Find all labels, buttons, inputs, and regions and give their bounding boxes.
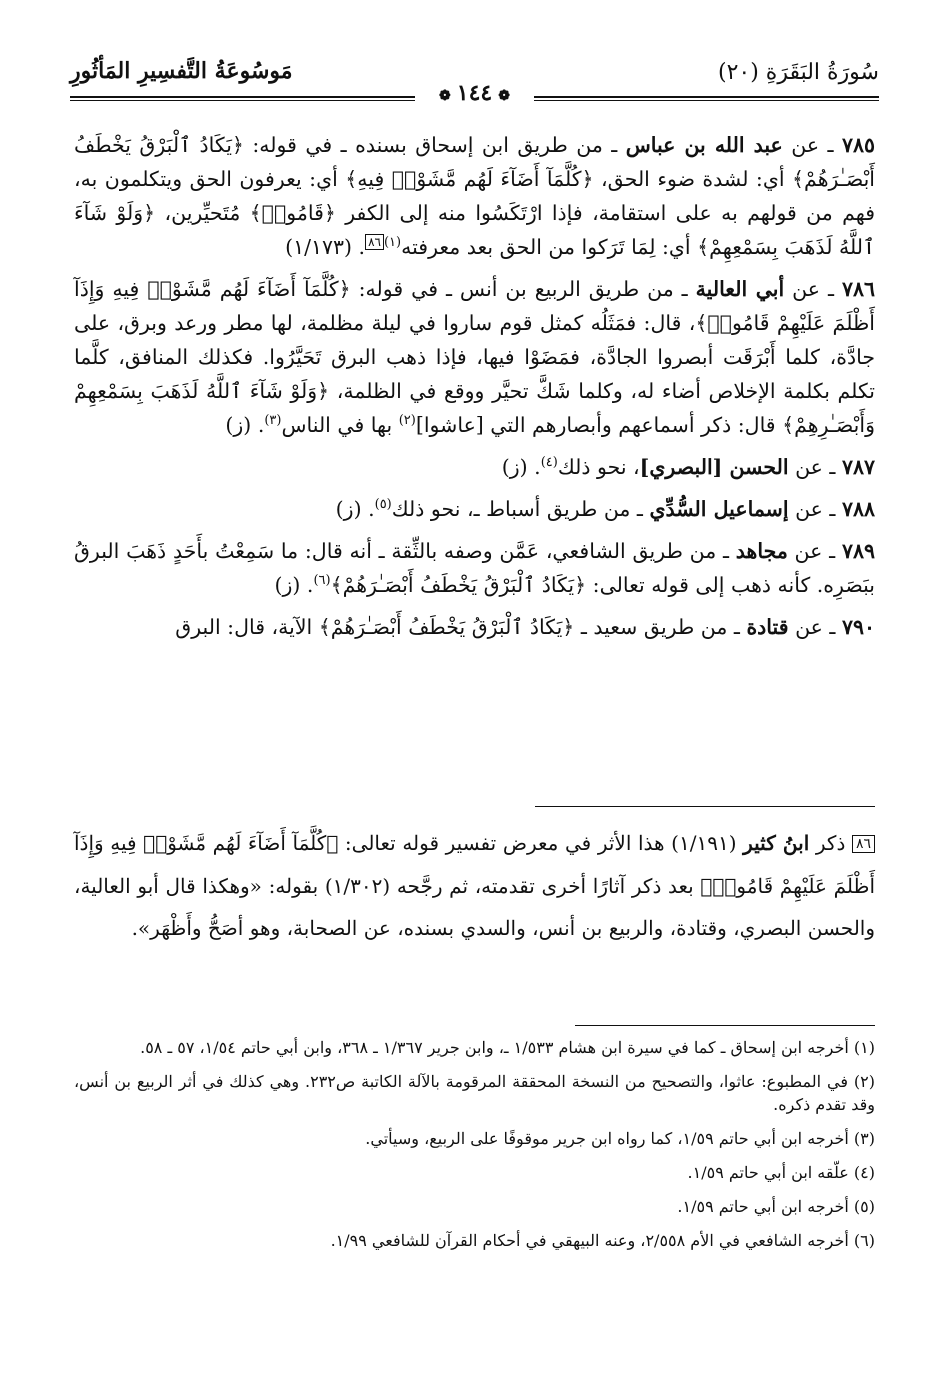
entry-text: ـ من طريق الشافعي، عَمَّن وصفه بالثِّقة ـ أنه قال: ما سَمِعْتُ بأَحَدٍ ذَهَبَ البرقُ ببَصَرِه. كأنه ذهب إلى قوله تعالى: ﴿يَكَادُ ٱلْبَرْقُ يَخْطَفُ أَبْصَـٰرَهُمْ﴾ xyxy=(74,539,875,597)
footnote: (٢) في المطبوع: عاثوا، والتصحيح من النسخة المحققة المرقومة بالآلة الكاتبة ص٢٣٢. وهي كذلك في أثر الربيع بن أنس، وقد تقدم ذكره. xyxy=(74,1072,876,1114)
entry-text-2: بها في الناس xyxy=(281,413,399,437)
entry-connector: ـ عن xyxy=(788,615,842,639)
entry-connector: ـ عن xyxy=(782,133,842,157)
note-ref[interactable]: ٨٦ xyxy=(365,234,384,250)
entry-text: ـ من طريق ابن إسحاق بسنده ـ في قوله: ﴿يَكَادُ ٱلْبَرْقُ يَخْطَفُ أَبْصَـٰرَهُمْ﴾ أي: لشدة ضوء الحق، ﴿كُلَّمَآ أَضَآءَ لَهُم مَّشَوْا۟ فِيهِ﴾ أي: يعرفون الحق ويتكلمون به، فهم من قولهم به على استقامة، فإذا ارْتَكَسُوا منه إلى الكفر ﴿قَامُوا۟﴾ مُتَحيِّرين، ﴿وَلَوْ شَآءَ ٱللَّهُ لَذَهَبَ بِسَمْعِهِمْ﴾ أي: لِمَا تَرَكوا من الحق بعد معرفته xyxy=(74,133,875,259)
footnote-ref[interactable]: (٢) xyxy=(398,413,416,429)
main-text xyxy=(74,128,875,652)
narrator-name: مجاهد xyxy=(735,539,788,563)
narrator-name: أبي العالية xyxy=(695,277,785,301)
entry-connector: ـ عن xyxy=(787,539,842,563)
narrator-name: الحسن [البصري] xyxy=(639,455,789,479)
footnote-ref[interactable]: (١) xyxy=(383,235,402,251)
entry-text: ـ من طريق الربيع بن أنس ـ في قوله: ﴿كُلَّمَآ أَضَآءَ لَهُم مَّشَوْا۟ فِيهِ وَإِذَآ أَظْلَمَ عَلَيْهِمْ قَامُوا۟﴾، قال: فمَثَلُه كمثل قوم ساروا في ليلة مظلمة، لها مطر ورعد وبرق، على جادَّة، كلما أَبْرَقَت أبصروا الجادَّة، فمَضَوْا فيها، فإذا ذهب البرق تَحَيَّرُوا. فكذلك المنافق، كلَّما تكلم بكلمة الإخلاص أضاء له، وكلما شَكَّ تحيَّر ووقع في الظلمة، ﴿وَلَوْ شَآءَ ٱللَّهُ لَذَهَبَ بِسَمْعِهِمْ وَأَبْصَـٰرِهِمْ﴾ قال: ذكر أسماعهم وأبصارهم التي [عاشوا] xyxy=(74,277,875,437)
page-number-block xyxy=(0,80,949,106)
entry-tail: . (١/١٧٣) xyxy=(285,235,366,259)
entry-787 xyxy=(74,450,875,484)
editorial-note xyxy=(74,822,875,949)
note-pre: ذكر xyxy=(809,831,852,855)
entry-tail: . (ز) xyxy=(225,413,265,437)
entry-connector: ـ عن xyxy=(788,497,842,521)
footnote: (٦) أخرجه الشافعي في الأم ٢/٥٥٨، وعنه البيهقي في أحكام القرآن للشافعي ١/٩٩. xyxy=(330,1231,875,1250)
note-separator xyxy=(535,806,875,807)
entry-788 xyxy=(74,492,875,526)
ornament-icon: ❁ xyxy=(439,88,451,104)
entry-number: ٧٨٩ xyxy=(841,539,875,563)
entry-tail: . (ز) xyxy=(274,573,314,597)
footnote-ref[interactable]: (٤) xyxy=(540,455,558,471)
note-label: ٨٦ xyxy=(852,835,875,853)
entry-tail: . (ز) xyxy=(501,455,541,479)
note-text: (١/١٩١) هذا الأثر في معرض تفسير قوله تعالى: ﴿كُلَّمَآ أَضَآءَ لَهُم مَّشَوْا۟ فِيهِ وَإِذَآ أَظْلَمَ عَلَيْهِمْ قَامُوا۟﴾ بعد ذكر آثارًا أخرى تقدمته، ثم رجَّحه (١/٣٠٢) بقوله: «وهكذا قال أبو العالية، والحسن البصري، وقتادة، والربيع بن أنس، والسدي بسنده، عن الصحابة، وهو أصَحُّ وأَظْهَر». xyxy=(74,831,875,940)
footnote-ref[interactable]: (٥) xyxy=(374,497,392,513)
entry-text: ـ من طريق سعيد ـ ﴿يَكَادُ ٱلْبَرْقُ يَخْطَفُ أَبْصَـٰرَهُمْ﴾ الآية، قال: البرق xyxy=(175,615,747,639)
entry-number: ٧٨٥ xyxy=(841,133,875,157)
entry-number: ٧٨٨ xyxy=(841,497,875,521)
entry-790 xyxy=(74,610,875,644)
entry-number: ٧٨٧ xyxy=(841,455,875,479)
narrator-name: إسماعيل السُّدِّي xyxy=(649,497,789,521)
surah-title: سُورَةُ البَقَرَةِ (٢٠) xyxy=(717,60,879,85)
note-author: ابنُ كثير xyxy=(743,831,810,855)
entry-connector: ـ عن xyxy=(784,277,842,301)
entry-number: ٧٨٦ xyxy=(841,277,875,301)
footnote: (٤) علّقه ابن أبي حاتم ١/٥٩. xyxy=(687,1163,875,1182)
footnotes-separator xyxy=(575,1025,875,1026)
entry-text: ، نحو ذلك xyxy=(557,455,640,479)
ornament-icon: ❁ xyxy=(498,88,510,104)
footnote: (١) أخرجه ابن إسحاق ـ كما في سيرة ابن هشام ١/٥٣٣ ـ، وابن جرير ١/٣٦٧ ـ ٣٦٨، وابن أبي حاتم ١/٥٤، ٥٧ ـ ٥٨. xyxy=(140,1038,875,1057)
footnotes xyxy=(74,1036,875,1263)
footnote-ref[interactable]: (٦) xyxy=(313,573,331,589)
footnote: (٣) أخرجه ابن أبي حاتم ١/٥٩، كما رواه ابن جرير موقوفًا على الربيع، وسيأتي. xyxy=(365,1129,875,1148)
footnote-ref[interactable]: (٣) xyxy=(264,413,282,429)
page-number: ١٤٤ xyxy=(456,80,493,106)
narrator-name: قتادة xyxy=(746,615,789,639)
entry-789 xyxy=(74,534,875,602)
entry-785 xyxy=(74,128,875,264)
narrator-name: عبد الله بن عباس xyxy=(625,133,783,157)
entry-tail: . (ز) xyxy=(335,497,375,521)
book-title: مَوسُوعَةُ التَّفسِيرِ المَأثُورِ xyxy=(70,58,293,84)
entry-786 xyxy=(74,272,875,442)
entry-number: ٧٩٠ xyxy=(841,615,875,639)
footnote: (٥) أخرجه ابن أبي حاتم ١/٥٩. xyxy=(677,1197,875,1216)
entry-connector: ـ عن xyxy=(788,455,842,479)
entry-text: ـ من طريق أسباط ـ، نحو ذلك xyxy=(391,497,650,521)
